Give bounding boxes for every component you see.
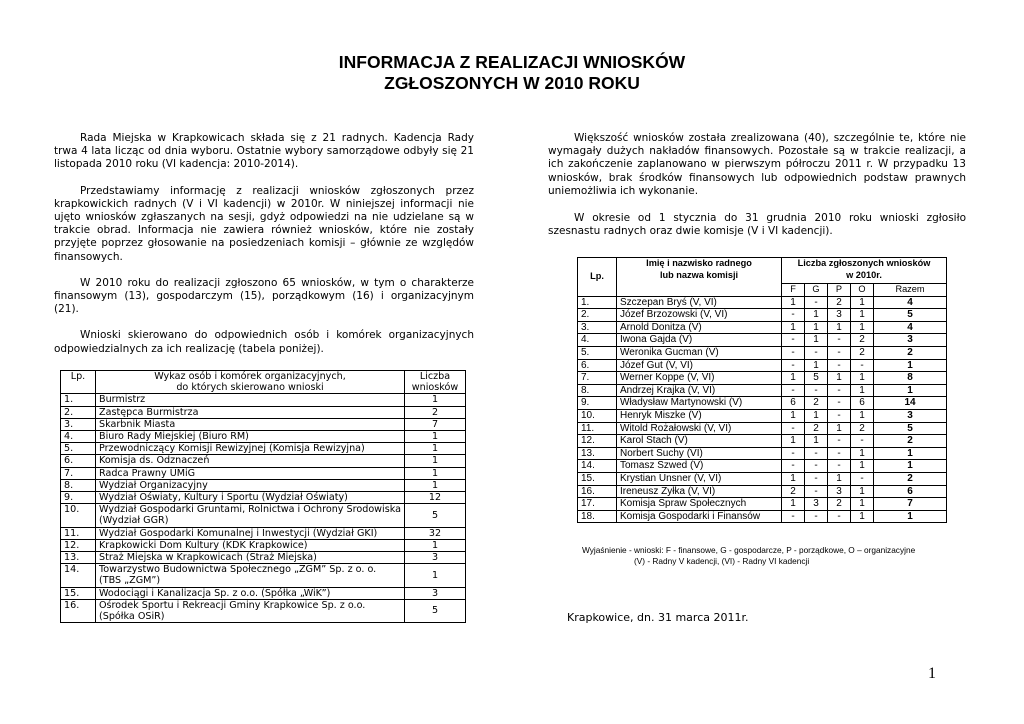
header-o: O	[851, 284, 874, 297]
row-o: 2	[851, 334, 874, 347]
row-p: -	[828, 510, 851, 523]
table-row	[578, 460, 947, 473]
row-recipient: Wydział Organizacyjny	[96, 479, 405, 491]
row-lp: 7.	[578, 372, 617, 385]
table-row	[61, 394, 466, 406]
table-row	[61, 455, 466, 467]
row-total: 1	[874, 510, 947, 523]
table-row	[61, 539, 466, 551]
councillors-table-header	[578, 258, 947, 284]
row-count: 1	[405, 479, 466, 491]
row-count: 1	[405, 443, 466, 455]
row-o: 6	[851, 397, 874, 410]
row-g: 3	[805, 498, 828, 511]
header-motions-count	[782, 258, 947, 284]
table-row	[578, 372, 947, 385]
row-o: -	[851, 435, 874, 448]
table-row	[578, 309, 947, 322]
table-row	[61, 599, 466, 622]
row-count: 5	[405, 504, 466, 527]
row-p: 1	[828, 472, 851, 485]
row-p: -	[828, 397, 851, 410]
row-count: 1	[405, 564, 466, 587]
row-p: -	[828, 435, 851, 448]
row-councillor: Komisja Gospodarki i Finansów	[617, 510, 782, 523]
row-count: 1	[405, 467, 466, 479]
row-o: 1	[851, 309, 874, 322]
row-p: 3	[828, 485, 851, 498]
table-row	[578, 359, 947, 372]
row-lp: 4.	[61, 431, 96, 443]
row-total: 6	[874, 485, 947, 498]
row-lp: 11.	[578, 422, 617, 435]
row-count: 1	[405, 539, 466, 551]
summary-paragraph: W 2010 roku do realizacji zgłoszono 65 wniosków, w tym o charakterze finansowym (13), gospodarczym (15), porządkowym (16) i organizacyjnym (21).	[54, 276, 474, 316]
row-recipient: Wodociągi i Kanalizacja Sp. z o.o. (Spółka „WiK”)	[96, 587, 405, 599]
table-row	[578, 384, 947, 397]
row-councillor: Weronika Gucman (V)	[617, 346, 782, 359]
row-lp: 6.	[61, 455, 96, 467]
row-g: 2	[805, 397, 828, 410]
row-f: 2	[782, 485, 805, 498]
row-councillor: Werner Koppe (V, VI)	[617, 372, 782, 385]
row-recipient: Przewodniczący Komisji Rewizyjnej (Komisja Rewizyjna)	[96, 443, 405, 455]
row-g: 1	[805, 321, 828, 334]
row-lp: 10.	[578, 409, 617, 422]
table-row	[61, 443, 466, 455]
table-row	[578, 334, 947, 347]
table-row	[578, 472, 947, 485]
row-total: 5	[874, 309, 947, 322]
row-g: 1	[805, 359, 828, 372]
header-motions-line2: w 2010r.	[846, 269, 882, 280]
row-f: -	[782, 346, 805, 359]
row-councillor: Arnold Donitza (V)	[617, 321, 782, 334]
row-g: -	[805, 485, 828, 498]
row-count: 32	[405, 527, 466, 539]
row-councillor: Iwona Gajda (V)	[617, 334, 782, 347]
row-recipient: Skarbnik Miasta	[96, 418, 405, 430]
row-total: 7	[874, 498, 947, 511]
row-p: -	[828, 384, 851, 397]
row-f: -	[782, 334, 805, 347]
row-lp: 8.	[61, 479, 96, 491]
row-lp: 9.	[61, 492, 96, 504]
table-row	[61, 564, 466, 587]
row-lp: 15.	[578, 472, 617, 485]
row-total: 2	[874, 346, 947, 359]
table-row	[61, 492, 466, 504]
right-column	[548, 132, 966, 238]
header-councillor	[617, 258, 782, 297]
row-lp: 14.	[578, 460, 617, 473]
row-recipient: Burmistrz	[96, 394, 405, 406]
row-g: 2	[805, 422, 828, 435]
row-lp: 18.	[578, 510, 617, 523]
row-total: 4	[874, 321, 947, 334]
row-councillor: Tomasz Szwed (V)	[617, 460, 782, 473]
legend-line-1: Wyjaśnienie - wnioski: F - finansowe, G - gospodarcze, P - porządkowe, O – organizacyjne	[582, 545, 916, 555]
table-row	[61, 479, 466, 491]
row-o: 1	[851, 498, 874, 511]
row-lp: 5.	[578, 346, 617, 359]
row-recipient: Wydział Oświaty, Kultury i Sportu (Wydział Oświaty)	[96, 492, 405, 504]
row-f: -	[782, 510, 805, 523]
row-o: 1	[851, 296, 874, 309]
row-lp: 12.	[61, 539, 96, 551]
row-o: -	[851, 359, 874, 372]
row-councillor: Szczepan Bryś (V, VI)	[617, 296, 782, 309]
row-o: 1	[851, 485, 874, 498]
header-f: F	[782, 284, 805, 297]
row-p: -	[828, 409, 851, 422]
recipients-table	[60, 370, 466, 623]
title-line-2: ZGŁOSZONYCH W 2010 ROKU	[384, 73, 640, 93]
info-paragraph: Przedstawiamy informację z realizacji wniosków zgłoszonych przez krapkowickich radnych (V i VI kadencji) w 2010r. W niniejszej informacji nie ujęto wniosków zgłaszanych na sesji, gdyż odpowiedzi na nie udzielane są w trakcie obrad. Informacja nie zawiera również wniosków, które nie zostały przyjęte poprzez głosowanie na posiedzeniach komisji – głównie ze względów finansowych.	[54, 184, 474, 263]
row-f: -	[782, 309, 805, 322]
table-row	[578, 498, 947, 511]
intro-paragraph: Rada Miejska w Krapkowicach składa się z 21 radnych. Kadencja Rady trwa 4 lata licząc od dnia wyboru. Ostatnie wybory samorządowe odbyły się 21 listopada 2010 roku (VI kadencja: 2010-2014).	[54, 132, 474, 171]
row-lp: 1.	[61, 394, 96, 406]
row-f: -	[782, 384, 805, 397]
header-p: P	[828, 284, 851, 297]
row-f: -	[782, 460, 805, 473]
row-total: 1	[874, 384, 947, 397]
table-row	[61, 587, 466, 599]
table-row	[578, 296, 947, 309]
row-lp: 2.	[578, 309, 617, 322]
table-intro-paragraph: Wnioski skierowano do odpowiednich osób i komórek organizacyjnych odpowiedzialnych za ich realizację (tabela poniżej).	[54, 329, 474, 355]
table-row	[61, 552, 466, 564]
row-lp: 1.	[578, 296, 617, 309]
row-councillor: Ireneusz Żyłka (V, VI)	[617, 485, 782, 498]
row-councillor: Witold Rożałowski (V, VI)	[617, 422, 782, 435]
row-p: 2	[828, 296, 851, 309]
row-p: -	[828, 460, 851, 473]
header-count	[405, 371, 466, 394]
row-f: 6	[782, 397, 805, 410]
row-recipient: Wydział Gospodarki Komunalnej i Inwestycji (Wydział GKI)	[96, 527, 405, 539]
row-councillor: Komisja Spraw Społecznych	[617, 498, 782, 511]
row-lp: 16.	[578, 485, 617, 498]
header-motions-line1: Liczba zgłoszonych wniosków	[797, 258, 931, 268]
header-count-line2: wniosków	[411, 382, 459, 394]
page-number: 1	[928, 665, 936, 682]
header-count-line1: Liczba	[419, 371, 451, 382]
row-f: -	[782, 422, 805, 435]
row-total: 14	[874, 397, 947, 410]
table-row	[578, 409, 947, 422]
table-row	[61, 467, 466, 479]
place-date: Krapkowice, dn. 31 marca 2011r.	[567, 611, 749, 624]
table-row	[578, 346, 947, 359]
row-g: -	[805, 296, 828, 309]
row-f: 1	[782, 498, 805, 511]
table-row	[61, 527, 466, 539]
row-lp: 11.	[61, 527, 96, 539]
row-recipient: Wydział Gospodarki Gruntami, Rolnictwa i Ochrony Środowiska (Wydział GGR)	[96, 504, 405, 527]
row-lp: 15.	[61, 587, 96, 599]
row-g: -	[805, 346, 828, 359]
row-o: 1	[851, 409, 874, 422]
table-row	[578, 447, 947, 460]
row-count: 7	[405, 418, 466, 430]
row-total: 3	[874, 409, 947, 422]
row-p: 1	[828, 372, 851, 385]
row-f: 1	[782, 435, 805, 448]
row-p: 3	[828, 309, 851, 322]
row-f: 1	[782, 296, 805, 309]
header-councillor-line2: lub nazwa komisji	[659, 269, 739, 280]
table-row	[578, 422, 947, 435]
row-count: 2	[405, 406, 466, 418]
row-p: -	[828, 359, 851, 372]
row-count: 1	[405, 431, 466, 443]
row-count: 12	[405, 492, 466, 504]
row-o: 2	[851, 346, 874, 359]
row-g: 1	[805, 334, 828, 347]
row-count: 1	[405, 394, 466, 406]
row-lp: 16.	[61, 599, 96, 622]
row-lp: 9.	[578, 397, 617, 410]
row-o: 1	[851, 372, 874, 385]
table-row	[578, 435, 947, 448]
table-row	[578, 510, 947, 523]
row-lp: 14.	[61, 564, 96, 587]
row-o: 1	[851, 510, 874, 523]
row-councillor: Krystian Unsner (V, VI)	[617, 472, 782, 485]
councillors-table	[577, 257, 947, 523]
row-count: 3	[405, 552, 466, 564]
row-p: -	[828, 346, 851, 359]
row-o: 1	[851, 460, 874, 473]
row-lp: 6.	[578, 359, 617, 372]
document-title	[0, 52, 1024, 94]
legend-note	[582, 545, 915, 566]
row-count: 5	[405, 599, 466, 622]
row-p: 1	[828, 321, 851, 334]
row-councillor: Józef Gut (V, VI)	[617, 359, 782, 372]
row-councillor: Józef Brzozowski (V, VI)	[617, 309, 782, 322]
row-lp: 13.	[578, 447, 617, 460]
row-g: 5	[805, 372, 828, 385]
table-row	[578, 321, 947, 334]
row-p: 2	[828, 498, 851, 511]
row-recipient: Radca Prawny UMiG	[96, 467, 405, 479]
row-lp: 5.	[61, 443, 96, 455]
row-total: 3	[874, 334, 947, 347]
table-row	[578, 397, 947, 410]
header-recipient	[96, 371, 405, 394]
row-councillor: Władysław Martynowski (V)	[617, 397, 782, 410]
header-g: G	[805, 284, 828, 297]
row-f: -	[782, 447, 805, 460]
row-g: -	[805, 384, 828, 397]
row-councillor: Karol Stach (V)	[617, 435, 782, 448]
row-count: 1	[405, 455, 466, 467]
row-p: -	[828, 334, 851, 347]
row-lp: 2.	[61, 406, 96, 418]
row-lp: 17.	[578, 498, 617, 511]
row-g: 1	[805, 309, 828, 322]
status-paragraph: Większość wniosków została zrealizowana (40), szczególnie te, które nie wymagały dużych nakładów finansowych. Pozostałe są w trakcie realizacji, a ich zakończenie zaplanowano w pierwszym półroczu 2011 r. W przypadku 13 wniosków, brak środków finansowych lub odpowiednich podstaw prawnych uniemożliwia ich wykonanie.	[548, 132, 966, 197]
row-total: 1	[874, 359, 947, 372]
row-councillor: Norbert Suchy (VI)	[617, 447, 782, 460]
row-recipient: Towarzystwo Budownictwa Społecznego „ZGM” Sp. z o. o. (TBS „ZGM”)	[96, 564, 405, 587]
row-g: -	[805, 460, 828, 473]
row-o: 1	[851, 384, 874, 397]
header-recipient-line1: Wykaz osób i komórek organizacyjnych,	[154, 371, 346, 382]
row-o: 1	[851, 321, 874, 334]
legend-line-2: (V) - Radny V kadencji, (VI) - Radny VI kadencji	[634, 555, 810, 566]
row-recipient: Straż Miejska w Krapkowicach (Straż Miejska)	[96, 552, 405, 564]
row-f: 1	[782, 372, 805, 385]
row-recipient: Krapkowicki Dom Kultury (KDK Krapkowice)	[96, 539, 405, 551]
header-recipient-line2: do których skierowano wnioski	[176, 382, 324, 394]
row-g: 1	[805, 409, 828, 422]
row-count: 3	[405, 587, 466, 599]
table-row	[61, 418, 466, 430]
row-o: 2	[851, 422, 874, 435]
row-lp: 8.	[578, 384, 617, 397]
row-g: -	[805, 447, 828, 460]
row-total: 2	[874, 435, 947, 448]
row-councillor: Henryk Miszke (V)	[617, 409, 782, 422]
recipients-table-header	[61, 371, 466, 394]
row-p: -	[828, 447, 851, 460]
row-f: 1	[782, 321, 805, 334]
row-o: -	[851, 472, 874, 485]
header-total: Razem	[874, 284, 947, 297]
title-line-1: INFORMACJA Z REALIZACJI WNIOSKÓW	[338, 52, 686, 72]
row-g: -	[805, 472, 828, 485]
row-lp: 7.	[61, 467, 96, 479]
table-row	[61, 406, 466, 418]
row-o: 1	[851, 447, 874, 460]
row-total: 4	[874, 296, 947, 309]
row-f: -	[782, 359, 805, 372]
row-recipient: Biuro Rady Miejskiej (Biuro RM)	[96, 431, 405, 443]
table-row	[61, 504, 466, 527]
table-row	[61, 431, 466, 443]
row-lp: 3.	[61, 418, 96, 430]
left-column	[54, 132, 474, 356]
header-councillor-line1: Imię i nazwisko radnego	[646, 258, 752, 268]
row-g: -	[805, 510, 828, 523]
header-lp: Lp.	[61, 371, 96, 394]
row-lp: 13.	[61, 552, 96, 564]
row-f: 1	[782, 409, 805, 422]
row-lp: 10.	[61, 504, 96, 527]
row-lp: 12.	[578, 435, 617, 448]
row-total: 1	[874, 447, 947, 460]
row-total: 5	[874, 422, 947, 435]
table-row	[578, 485, 947, 498]
row-lp: 3.	[578, 321, 617, 334]
period-paragraph: W okresie od 1 stycznia do 31 grudnia 2010 roku wnioski zgłosiło szesnastu radnych oraz dwie komisje (V i VI kadencji).	[548, 212, 966, 238]
row-g: 1	[805, 435, 828, 448]
row-councillor: Andrzej Krajka (V, VI)	[617, 384, 782, 397]
row-total: 8	[874, 372, 947, 385]
header-lp: Lp.	[578, 258, 617, 297]
row-recipient: Komisja ds. Odznaczeń	[96, 455, 405, 467]
row-total: 1	[874, 460, 947, 473]
row-p: 1	[828, 422, 851, 435]
row-total: 2	[874, 472, 947, 485]
row-recipient: Ośrodek Sportu i Rekreacji Gminy Krapkowice Sp. z o.o. (Spółka OSiR)	[96, 599, 405, 622]
row-recipient: Zastępca Burmistrza	[96, 406, 405, 418]
row-f: 1	[782, 472, 805, 485]
row-lp: 4.	[578, 334, 617, 347]
